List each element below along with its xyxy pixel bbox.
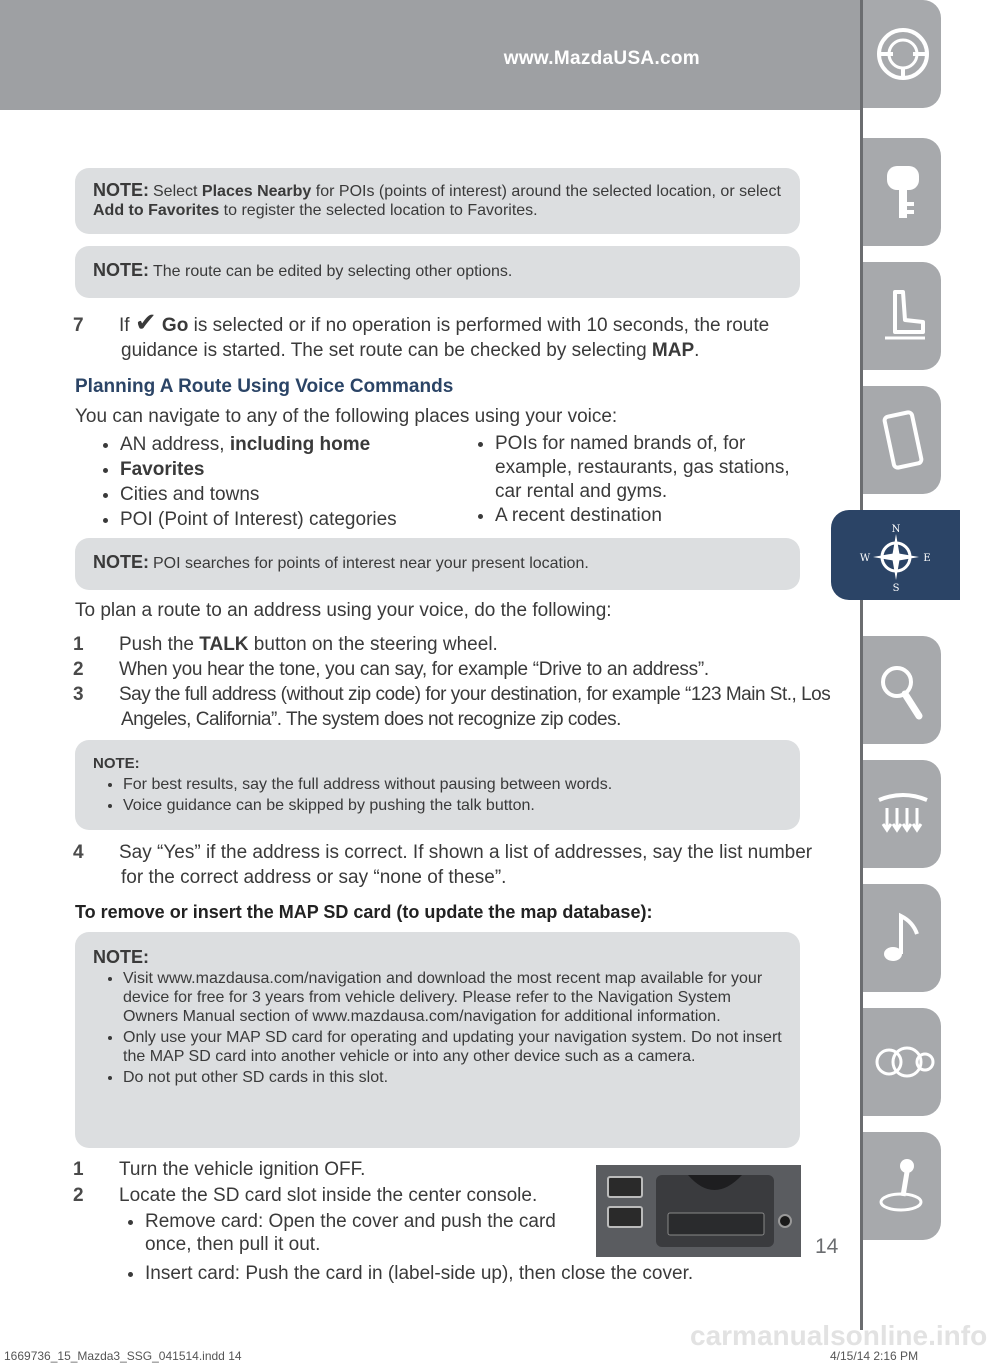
- sd-heading: To remove or insert the MAP SD card (to update the map database):: [75, 902, 653, 922]
- note-label: NOTE:: [93, 755, 140, 772]
- print-timestamp: 4/15/14 2:16 PM: [830, 1349, 919, 1363]
- check-icon: ✔: [134, 307, 157, 337]
- section-title: Planning A Route Using Voice Commands: [75, 376, 454, 397]
- compass-icon: [861, 522, 931, 592]
- list-item: • For best results, say the full address without pausing between words.: [123, 775, 782, 794]
- plan-step-1: 1 Push the TALK button on the steering wheel.: [73, 634, 498, 655]
- list-item: • A recent destination: [495, 504, 795, 528]
- climate-icon: [873, 784, 933, 844]
- list-item: • Favorites: [120, 457, 450, 482]
- shifter-icon: [873, 1156, 933, 1216]
- list-item: • Do not put other SD cards in this slot.: [123, 1068, 782, 1087]
- sd-bullets-2: [125, 1261, 805, 1286]
- watermark: carmanualsonline.info: [690, 1320, 987, 1351]
- note-label: NOTE:: [93, 260, 149, 280]
- tab-seat[interactable]: [863, 262, 941, 370]
- list-item: • POIs for named brands of, for example, restaurants, gas stations, car rental and gyms.: [495, 432, 795, 504]
- tab-search[interactable]: [863, 636, 941, 744]
- svg-text:N: N: [891, 524, 901, 535]
- website-url: www.MazdaUSA.com: [503, 48, 700, 69]
- tab-audio[interactable]: [863, 884, 941, 992]
- note-label: NOTE:: [93, 552, 149, 572]
- tab-transmission[interactable]: [863, 1132, 941, 1240]
- note-voice-tips: [75, 740, 800, 830]
- print-footer: 1669736_15_Mazda3_SSG_041514.indd 14: [4, 1349, 242, 1363]
- tab-gauges[interactable]: [863, 1008, 941, 1116]
- sd-step-2: 2 Locate the SD card slot inside the center console.: [73, 1185, 538, 1206]
- phone-icon: [873, 410, 933, 470]
- page-number: 14: [815, 1235, 839, 1258]
- music-note-icon: [873, 908, 933, 968]
- list-item: • Only use your MAP SD card for operating and updating your navigation system. Do not insert the MAP SD card into another vehicle or into any other device such as a camera.: [123, 1028, 782, 1066]
- gauges-icon: [873, 1032, 933, 1092]
- note-route-edit: NOTE: The route can be edited by selecting other options.: [75, 246, 800, 298]
- tab-key[interactable]: [863, 138, 941, 246]
- tab-navigation[interactable]: [831, 510, 960, 600]
- plan-step-3: 3 Say the full address (without zip code) for your destination, for example “123 Main St., Los Angeles, California”. The system does not recognize zip codes.: [73, 684, 831, 730]
- console-illustration: [596, 1165, 801, 1257]
- list-item: • Remove card: Open the cover and push the card once, then pull it out.: [145, 1210, 565, 1256]
- seat-icon: [873, 286, 933, 346]
- list-item: • Voice guidance can be skipped by pushing the talk button.: [123, 796, 782, 815]
- list-item: • AN address, including home: [120, 432, 450, 457]
- list-item: • POI (Point of Interest) categories: [120, 507, 450, 532]
- note-label: NOTE:: [93, 180, 149, 200]
- key-icon: [873, 162, 933, 222]
- note-poi: NOTE: POI searches for points of interest near your present location.: [75, 538, 800, 590]
- voice-list-left: [100, 432, 450, 532]
- svg-text:S: S: [892, 583, 900, 594]
- steering-wheel-icon: [873, 24, 933, 84]
- magnifier-icon: [873, 660, 933, 720]
- plan-step-2: 2 When you hear the tone, you can say, for example “Drive to an address”.: [73, 659, 709, 680]
- section-intro: You can navigate to any of the following places using your voice:: [75, 406, 618, 427]
- tab-climate[interactable]: [863, 760, 941, 868]
- list-item: • Insert card: Push the card in (label-side up), then close the cover.: [145, 1261, 805, 1286]
- sd-bullets: [125, 1210, 565, 1256]
- voice-list-right: [475, 432, 795, 528]
- tab-phone[interactable]: [863, 386, 941, 494]
- list-item: • Cities and towns: [120, 482, 450, 507]
- sd-step-1: 1 Turn the vehicle ignition OFF.: [73, 1159, 366, 1180]
- svg-text:W: W: [859, 553, 871, 564]
- plan-intro: To plan a route to an address using your voice, do the following:: [75, 600, 612, 621]
- sd-slot-photo: [596, 1165, 801, 1257]
- note-sd-card: [75, 932, 800, 1148]
- page-header: [0, 0, 860, 110]
- svg-text:E: E: [923, 553, 931, 564]
- list-item: • Visit www.mazdausa.com/navigation and download the most recent map available for your device for free for 3 years from vehicle delivery. Please refer to the Navigation System Owners Manual section of www.mazdausa.com/navigation for additional information.: [123, 969, 782, 1026]
- step-7: 7 If ✔ Go is selected or if no operation is performed with 10 seconds, the route guidance is started. The set route can be checked by selecting MAP.: [73, 307, 770, 361]
- plan-step-4: 4 Say “Yes” if the address is correct. If shown a list of addresses, say the list number for the correct address or say “none of these”.: [73, 842, 813, 888]
- note-label: NOTE:: [93, 947, 149, 967]
- note-places-nearby: NOTE: Select Places Nearby for POIs (points of interest) around the selected location, or select Add to Favorites to register the selected location to Favorites.: [75, 168, 800, 234]
- tab-steering[interactable]: [863, 0, 941, 108]
